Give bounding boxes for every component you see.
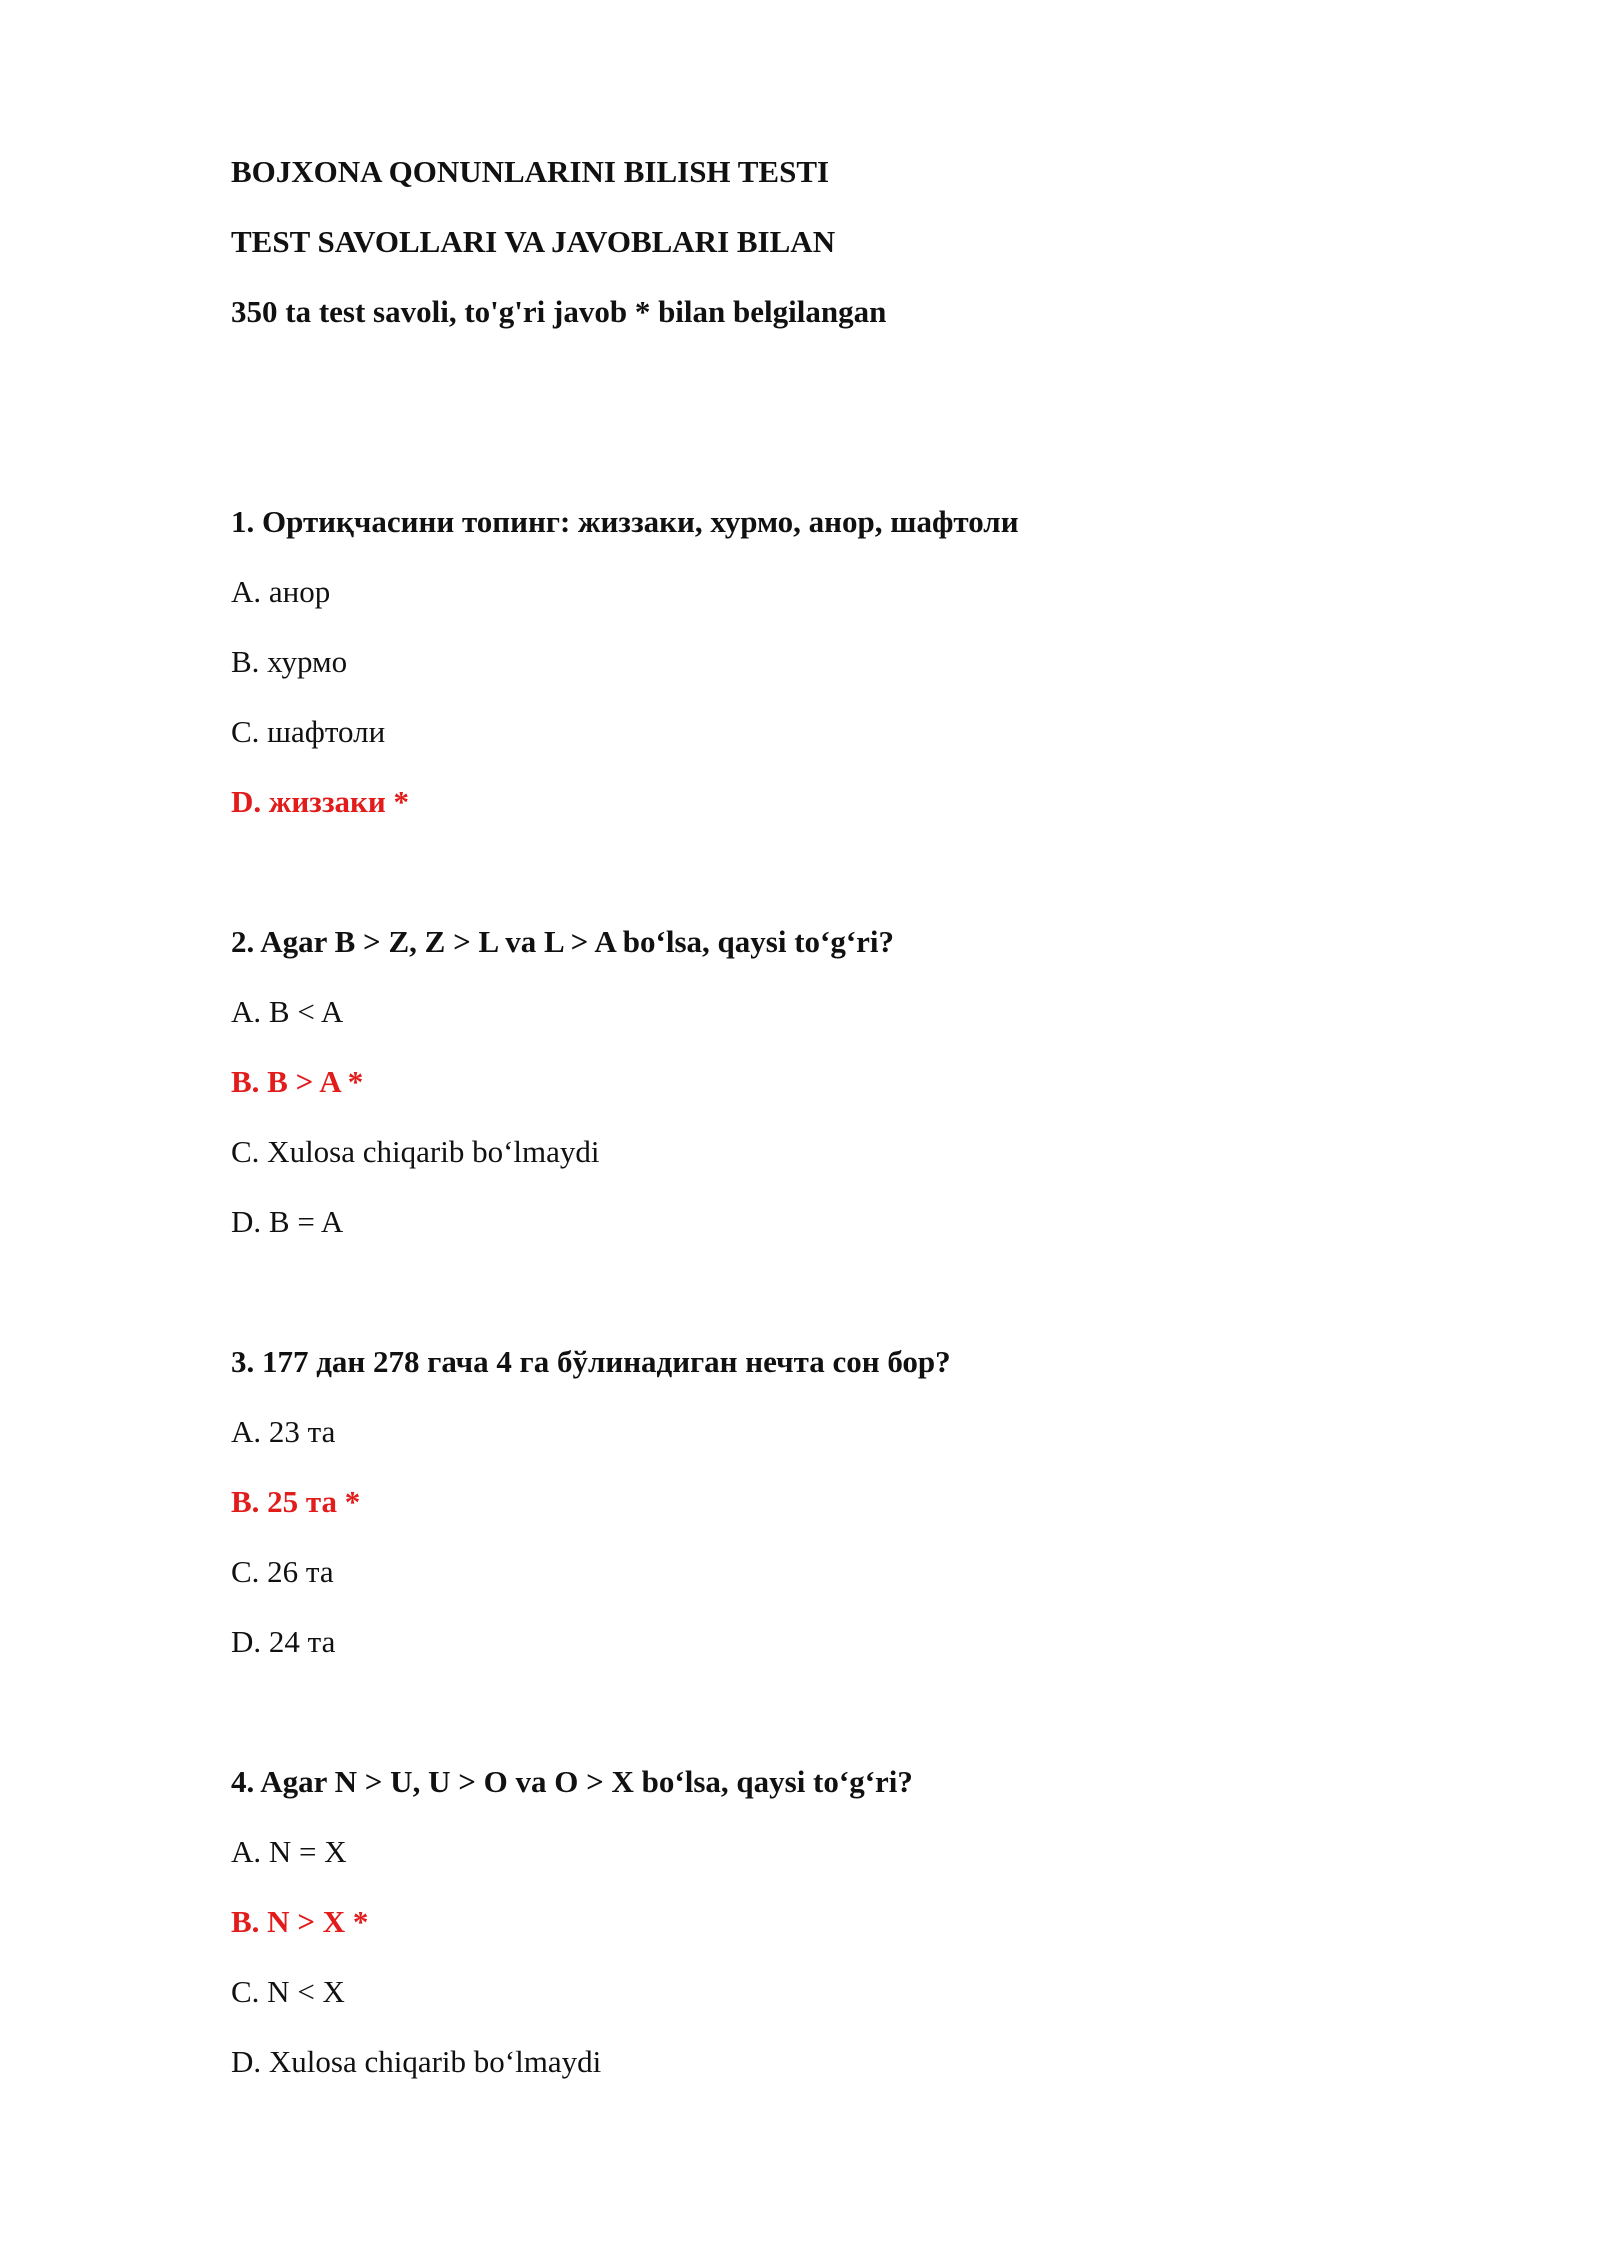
- question-3-option-b-correct: B. 25 та *: [231, 1484, 361, 1519]
- question-4-option-b-correct: B. N > X *: [231, 1904, 369, 1939]
- question-1-option-d-correct: D. жиззаки *: [231, 784, 409, 819]
- question-2-option-b-correct: B. B > A *: [231, 1064, 364, 1099]
- document-note: 350 ta test savoli, to'g'ri javob * bilan belgilangan: [231, 294, 887, 329]
- question-1-option-a: A. анор: [231, 574, 331, 609]
- question-4-option-a: A. N = X: [231, 1834, 347, 1869]
- question-3-option-a: A. 23 та: [231, 1414, 336, 1449]
- question-2-option-a: A. B < A: [231, 994, 344, 1029]
- question-4-option-d: D. Xulosa chiqarib bo‘lmaydi: [231, 2044, 602, 2079]
- question-3-option-c: C. 26 та: [231, 1554, 334, 1589]
- document-title: BOJXONA QONUNLARINI BILISH TESTI: [231, 154, 830, 189]
- question-1-option-b: B. хурмо: [231, 644, 348, 679]
- question-4-text: 4. Agar N > U, U > O va O > X bo‘lsa, qaysi to‘g‘ri?: [231, 1764, 913, 1799]
- question-3-option-d: D. 24 та: [231, 1624, 336, 1659]
- question-4-option-c: C. N < X: [231, 1974, 345, 2009]
- question-1-option-c: C. шафтоли: [231, 714, 386, 749]
- question-2-option-d: D. B = A: [231, 1204, 344, 1239]
- question-1-text: 1. Ортиқчасини топинг: жиззаки, хурмо, анор, шафтоли: [231, 504, 1019, 539]
- question-2-option-c: C. Xulosa chiqarib bo‘lmaydi: [231, 1134, 600, 1169]
- question-3-text: 3. 177 дан 278 гача 4 га бўлинадиган нечта сон бор?: [231, 1344, 951, 1379]
- question-2-text: 2. Agar B > Z, Z > L va L > A bo‘lsa, qaysi to‘g‘ri?: [231, 924, 895, 959]
- document-subtitle: TEST SAVOLLARI VA JAVOBLARI BILAN: [231, 224, 836, 259]
